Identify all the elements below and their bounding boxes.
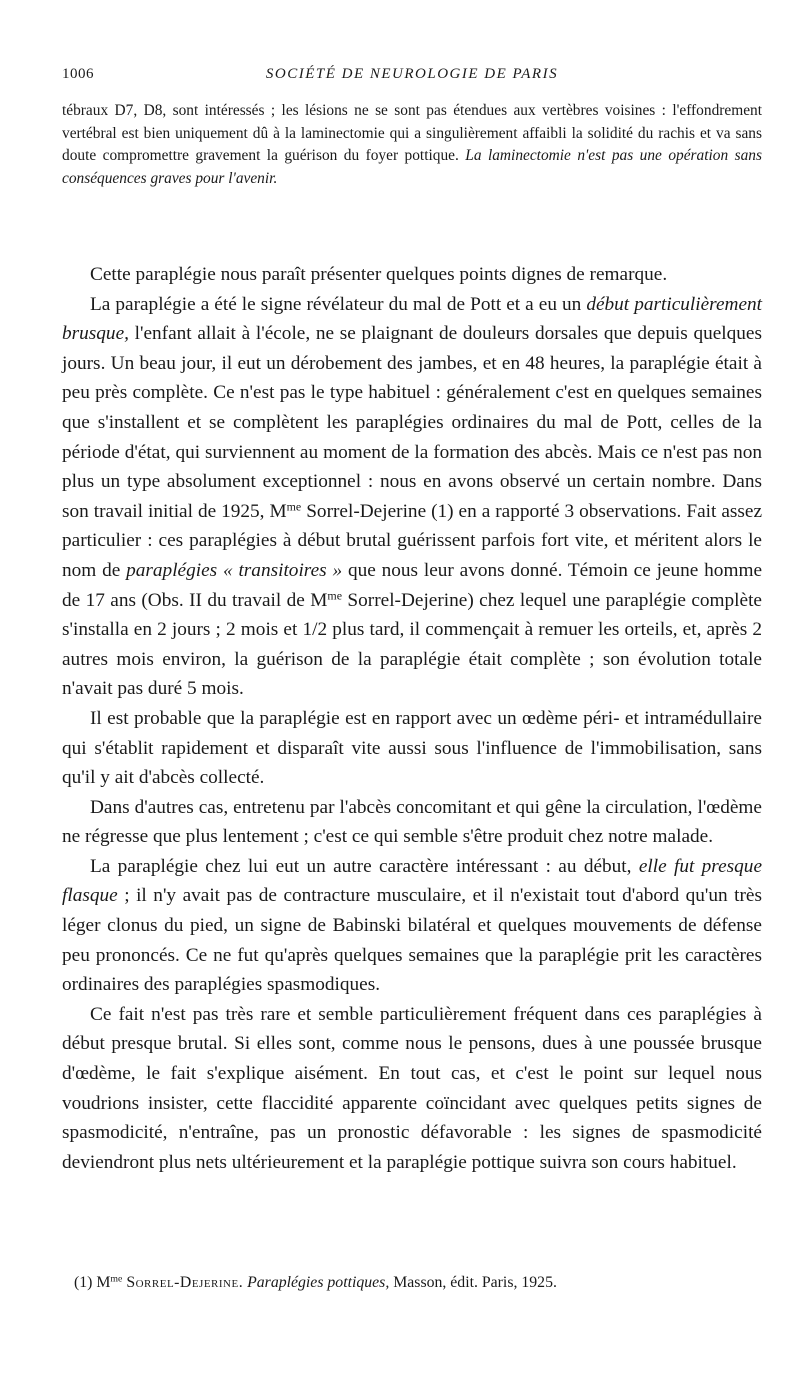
p2-text-c: l'enfant allait à l'école, ne se plaignant de douleurs dorsales que depuis quelques jours. Un beau jour, il eut un dérobement des jambes, et en 48 heures, la paraplégie était à peu près complète. Ce n'est pas le type habituel : généralement c'est en quelques semaines que s'installent et se complètent les paraplégies ordinaires du mal de Pott, celles de la période d'état, qui surviennent au moment de la formation des abcès. Mais ce n'est pas non plus un type absolument exceptionnel : nous en avons observé un certain nombre. Dans son travail initial de 1925, M bbox=[62, 323, 762, 522]
p2-text-g: que nous leur avons donné. Témoin ce jeune homme de 17 ans (Obs. II du travail de M bbox=[62, 559, 762, 611]
p2-italic-transitoires: paraplégies « transitoires » bbox=[126, 559, 343, 581]
journal-title: SOCIÉTÉ DE NEUROLOGIE DE PARIS bbox=[265, 66, 559, 82]
p5-text-c: ; il n'y avait pas de contracture musculaire, et il n'existait tout d'abord qu'un très léger clonus du pied, un signe de Babinski bilatéral et quelques mouvements de défense peu prononcés. Ce ne fut qu'après quelques semaines que la paraplégie prit les caractères ordinaires des paraplégies spasmodiques. bbox=[62, 885, 762, 996]
lead-paragraph bbox=[62, 100, 762, 190]
footnote-marker: (1) M bbox=[74, 1274, 111, 1291]
lead-text: tébraux D7, D8, sont intéressés ; les lésions ne se sont pas étendues aux vertèbres voisines : l'effondrement vertébral est bien uniquement dû à la laminectomie qui a singulièrement affaibli la solidité du rachis et va sans doute compromettre gravement la guérison du foyer pottique. bbox=[62, 102, 762, 164]
footnote-sup-me: me bbox=[110, 1273, 123, 1285]
p2-sup-me-1: me bbox=[286, 499, 302, 514]
p5-text-a: La paraplégie chez lui eut un autre caractère intéressant : au début, bbox=[90, 855, 639, 877]
footnote-title: Paraplégies pottiques, bbox=[247, 1274, 390, 1291]
p2-italic-brusque: début particulièrement brusque, bbox=[62, 293, 762, 345]
body-text bbox=[62, 260, 762, 1177]
p2-text-a: La paraplégie a été le signe révélateur du mal de Pott et a eu un bbox=[90, 293, 587, 315]
paragraph-1: Cette paraplégie nous paraît présenter quelques points dignes de remarque. bbox=[90, 264, 668, 285]
p2-text-e: Sorrel-Dejerine (1) en a rapporté 3 observations. Fait assez particulier : ces paraplégies à début brutal guérissent parfois fort vite, et méritent alors le nom de bbox=[62, 500, 763, 581]
paragraph-5 bbox=[62, 852, 762, 1000]
paragraph-4: Dans d'autres cas, entretenu par l'abcès concomitant et qui gêne la circulation, l'œdème ne régresse que plus lentement ; c'est ce qui semble s'être produit chez notre malade. bbox=[62, 796, 762, 848]
paragraph-2 bbox=[62, 290, 762, 704]
p2-sup-me-2: me bbox=[327, 587, 343, 602]
p5-italic-flasque: elle fut presque flasque bbox=[62, 855, 762, 907]
paragraph-3: Il est probable que la paraplégie est en rapport avec un œdème péri- et intramédullaire qui s'établit rapidement et disparaît vite aussi sous l'influence de l'immobilisation, sans qu'il y ait d'abcès collecté. bbox=[62, 707, 762, 789]
p2-text-i: Sorrel-Dejerine) chez lequel une paraplégie complète s'installa en 2 jours ; 2 mois et 1/2 plus tard, il commençait à remuer les orteils, et, après 2 autres mois environ, la guérison de la paraplégie était complète ; son évolution totale n'avait pas duré 5 mois. bbox=[62, 589, 762, 700]
running-head bbox=[62, 66, 762, 86]
lead-italic-conclusion: La laminectomie n'est pas une opération sans conséquences graves pour l'avenir. bbox=[62, 147, 762, 187]
footnote-author: Sorrel-Dejerine. bbox=[126, 1274, 244, 1291]
page-number: 1006 bbox=[62, 66, 94, 82]
paragraph-6: Ce fait n'est pas très rare et semble particulièrement fréquent dans ces paraplégies à début presque brutal. Si elles sont, comme nous le pensons, dues à une poussée brusque d'œdème, le fait s'explique aisément. En tout cas, et c'est le point sur lequel nous voudrions insister, cette flaccidité apparente coïncidant avec quelques petits signes de spasmodicité, n'entraîne, pas un pronostic défavorable : les signes de spasmodicité deviendront plus nets ultérieurement et la paraplégie pottique suivra son cours habituel. bbox=[62, 1003, 762, 1173]
footnote-publisher: Masson, édit. Paris, 1925. bbox=[389, 1274, 557, 1291]
footnote bbox=[74, 1272, 764, 1294]
